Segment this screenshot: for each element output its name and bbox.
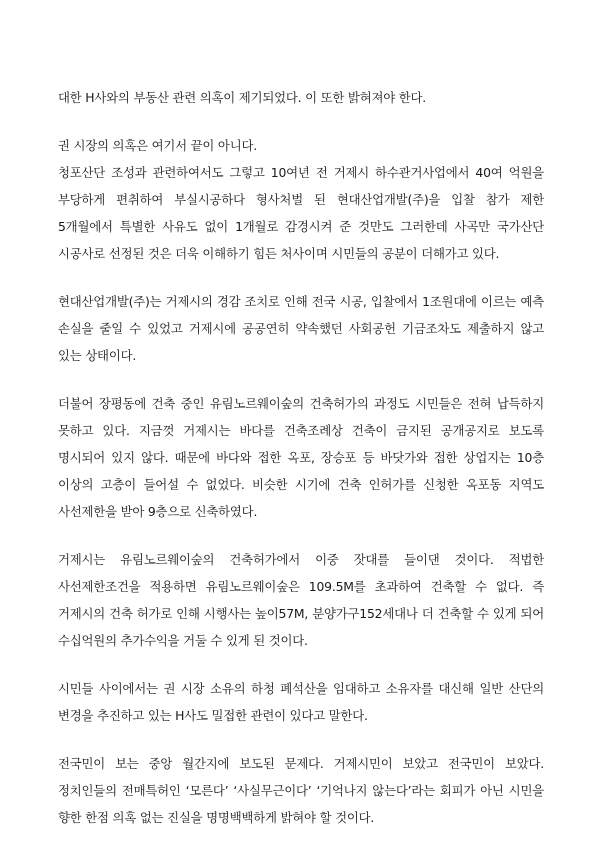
paragraph-gap [58,729,544,750]
paragraph-building-permit: 더불어 장평동에 건축 중인 유림노르웨이숲의 건축허가의 과정도 시민들은 전혀 납득하지 못하고 있다. 지금껏 거제시는 바다를 건축조례상 건축이 금지된 공개공지로 보도록 명시되어 있지 않다. 때문에 바다와 접한 옥포, 장승포 등 바닷가와 접한 상업지는 10층 이상의 고층이 들어설 수 없었다. 비슷한 시기에 건축 인허가를 신청한 옥포동 지역도 사선제한을 받아 9층으로 신축하였다. [58,396,544,519]
paragraph-hyundai-development: 현대산업개발(주)는 거제시의 경감 조치로 인해 전국 시공, 입찰에서 1조원대에 이르는 예측 손실을 줄일 수 있었고 거제시에 공공연히 약속했던 사회공헌 기금조차도 제출하지 않고 있는 상태이다. [58,294,544,363]
paragraph-gap [58,111,544,132]
paragraph-gap [58,267,544,288]
paragraph-gap [58,369,544,390]
paragraph-citizens-say: 시민들 사이에서는 권 시장 소유의 하청 폐석산을 임대하고 소유자를 대신해 일반 산단의 변경을 추진하고 있는 H사도 밀접한 관련이 있다고 말한다. [58,681,544,723]
paragraph-gap [58,654,544,675]
paragraph-conclusion: 전국민이 보는 중앙 월간지에 보도된 문제다. 거제시민이 보았고 전국민이 보았다. 정치인들의 전매특허인 ‘모른다’ ‘사실무근이다’ ‘기억나지 않는다’라는 회피가 아닌 시민을 향한 한점 의혹 없는 진실을 명명백백하게 밝혀야 할 것이다. [58,756,544,825]
paragraph-double-standard: 거제시는 유림노르웨이숲의 건축허가에서 이중 잣대를 들이댄 것이다. 적법한 사선제한조건을 적용하면 유림노르웨이숲은 109.5M를 초과하여 건축할 수 없다. 즉 거제시의 건축 허가로 인해 시행사는 높이57M, 분양가구152세대나 더 건축할 수 있게 되어 수십억원의 추가수익을 거둘 수 있게 된 것이다. [58,552,544,648]
paragraph-gap [58,525,544,546]
paragraph-h-company-suspicion: 대한 H사와의 부동산 관련 의혹이 제기되었다. 이 또한 밝혀져야 한다. [58,90,427,105]
paragraph-mayor-suspicion: 권 시장의 의혹은 여기서 끝이 아니다. 청포산단 조성과 관련하여서도 그렇고 10여년 전 거제시 하수관거사업에서 40여 억원을 부당하게 편취하여 부실시공하다 형사처벌 된 현대산업개발(주)을 입찰 참가 제한 5개월에서 특별한 사유도 없이 1개월로 감경시켜 준 것만도 그러한데 사곡만 국가산단 시공사로 선정된 것은 더욱 이해하기 힘든 처사이며 시민들의 공분이 더해가고 있다. [58,138,544,261]
